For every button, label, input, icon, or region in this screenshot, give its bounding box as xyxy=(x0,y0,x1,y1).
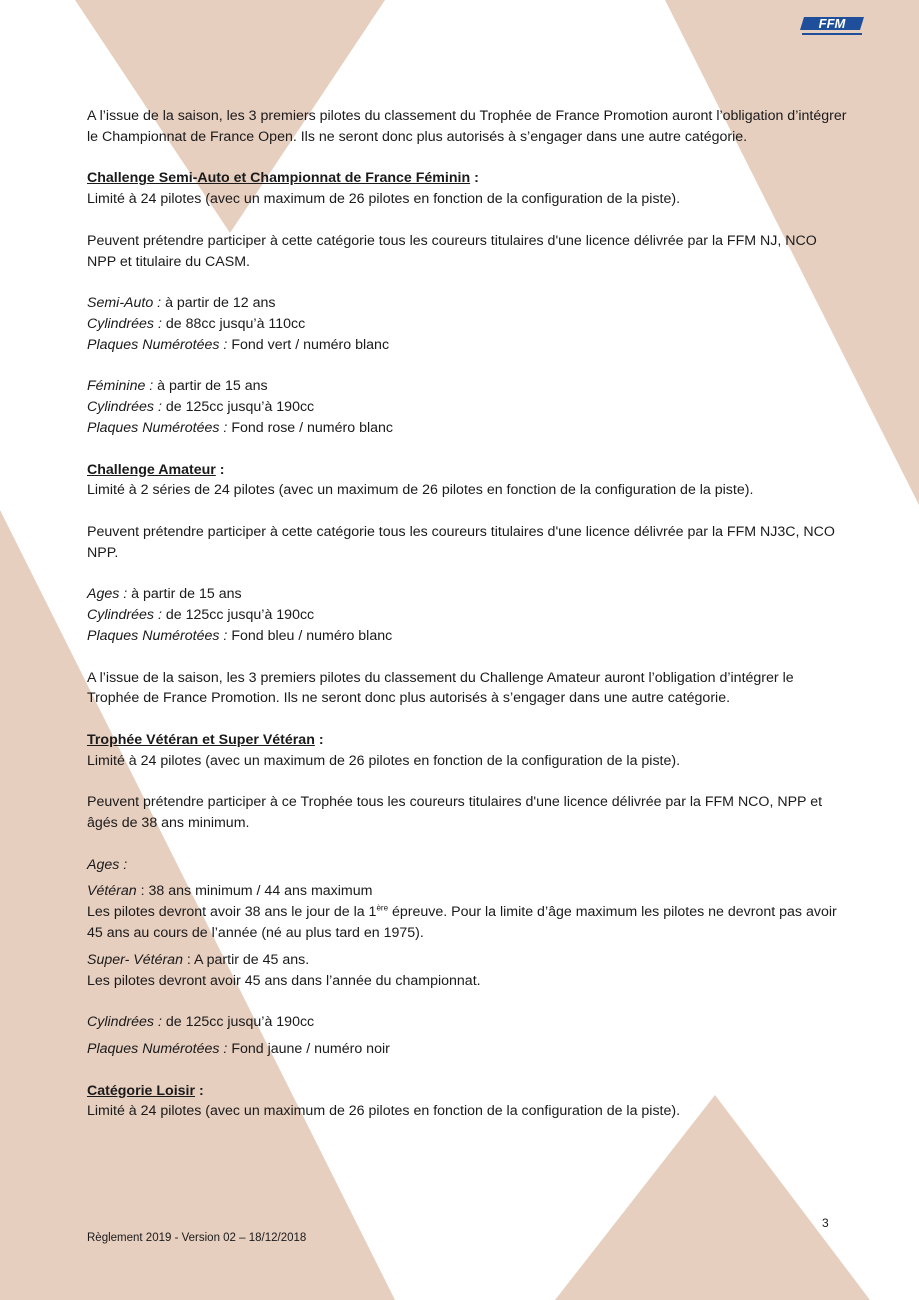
superscript: ère xyxy=(376,903,389,913)
field-label: Cylindrées : xyxy=(87,399,162,416)
section-title: Challenge Amateur xyxy=(87,461,216,478)
field-label: Cylindrées : xyxy=(87,315,162,332)
limit-text: Limité à 24 pilotes (avec un maximum de 26 pilotes en fonction de la configuration de la piste). xyxy=(87,1103,681,1120)
field-label: Plaques Numérotées : xyxy=(87,419,228,436)
section-title: Trophée Vétéran et Super Vétéran xyxy=(87,731,315,748)
field-label: Plaques Numérotées : xyxy=(87,336,228,353)
field-label: Ages : xyxy=(87,586,128,603)
note-text: épreuve. Pour la limite d’âge maximum les pilotes ne devront pas avoir 45 ans au cours de l’année (né au plus tard en 1975). xyxy=(87,904,837,942)
field-value: Fond vert / numéro blanc xyxy=(227,336,390,353)
heading-colon: : xyxy=(195,1082,204,1099)
field-value: : 38 ans minimum / 44 ans maximum xyxy=(136,883,373,900)
field-value: à partir de 15 ans xyxy=(127,586,242,603)
heading-colon: : xyxy=(215,461,225,478)
veteran-note xyxy=(87,902,847,944)
intro-paragraph: A l’issue de la saison, les 3 premiers pilotes du classement du Trophée de France Promotion auront l’obligation d’intégrer le Championnat de France Open. Ils ne seront donc plus autorisés à s’engager dans une autre catégorie. xyxy=(87,108,847,145)
section-heading-veteran xyxy=(87,730,847,751)
eligibility-text: Peuvent prétendre participer à ce Trophée tous les coureurs titulaires d'une licence délivrée par la FFM NCO, NPP et âgés de 38 ans minimum. xyxy=(87,794,823,832)
field-label: Plaques Numérotées : xyxy=(87,627,228,644)
field-value: Fond jaune / numéro noir xyxy=(227,1041,390,1058)
ffm-logo xyxy=(800,15,866,39)
footer-text: Règlement 2019 - Version 02 – 18/12/2018 xyxy=(87,1232,307,1244)
field-label: Ages : xyxy=(87,856,128,873)
limit-text: Limité à 24 pilotes (avec un maximum de 26 pilotes en fonction de la configuration de la piste). xyxy=(87,191,681,208)
plates-line xyxy=(87,418,847,439)
semi-auto-age-line xyxy=(87,293,847,314)
heading-colon: : xyxy=(470,170,479,187)
field-label: Cylindrées : xyxy=(87,1014,162,1031)
plates-line xyxy=(87,1039,847,1060)
field-value: Fond rose / numéro blanc xyxy=(227,419,393,436)
field-value: de 88cc jusqu’à 110cc xyxy=(161,315,306,332)
section-title: Challenge Semi-Auto et Championnat de France Féminin xyxy=(87,170,471,187)
field-label: Cylindrées : xyxy=(87,607,162,624)
plates-line xyxy=(87,335,847,356)
field-value: de 125cc jusqu’à 190cc xyxy=(161,607,315,624)
eligibility-text: Peuvent prétendre participer à cette catégorie tous les coureurs titulaires d'une licence délivrée par la FFM NJ3C, NCO NPP. xyxy=(87,523,835,561)
section-heading-semi-auto xyxy=(87,168,847,189)
limit-text: Limité à 2 séries de 24 pilotes (avec un maximum de 26 pilotes en fonction de la configuration de la piste). xyxy=(87,482,754,499)
limit-text: Limité à 24 pilotes (avec un maximum de 26 pilotes en fonction de la configuration de la piste). xyxy=(87,752,681,769)
feminine-age-line xyxy=(87,376,847,397)
field-value: de 125cc jusqu’à 190cc xyxy=(161,1014,315,1031)
plates-line xyxy=(87,626,847,647)
section-title: Catégorie Loisir xyxy=(87,1082,196,1099)
field-value: : A partir de 45 ans. xyxy=(182,951,310,968)
field-label: Plaques Numérotées : xyxy=(87,1041,228,1058)
amateur-season-note: A l’issue de la saison, les 3 premiers pilotes du classement du Challenge Amateur auront l’obligation d’intégrer le Trophée de France Promotion. Ils ne seront donc plus autorisés à s’engager dans une autre catégorie. xyxy=(87,669,794,707)
section-heading-amateur xyxy=(87,460,847,481)
triangle-bottom-right xyxy=(555,1095,870,1300)
note-text: Les pilotes devront avoir 38 ans le jour de la 1 xyxy=(87,904,377,921)
field-value: de 125cc jusqu’à 190cc xyxy=(161,399,315,416)
field-value: à partir de 12 ans xyxy=(161,295,276,312)
ages-line xyxy=(87,584,847,605)
document-body xyxy=(87,106,847,1122)
heading-colon: : xyxy=(314,731,324,748)
field-label: Vétéran xyxy=(87,883,137,900)
super-veteran-note: Les pilotes devront avoir 45 ans dans l’année du championnat. xyxy=(87,972,481,989)
cylinder-line xyxy=(87,397,847,418)
super-veteran-line xyxy=(87,950,847,971)
field-label: Semi-Auto : xyxy=(87,295,162,312)
section-heading-loisir xyxy=(87,1081,847,1102)
cylinder-line xyxy=(87,314,847,335)
field-value: Fond bleu / numéro blanc xyxy=(227,627,393,644)
cylinder-line xyxy=(87,1012,847,1033)
logo-text: FFM xyxy=(818,16,846,31)
field-label: Super- Vétéran xyxy=(87,951,183,968)
cylinder-line xyxy=(87,605,847,626)
eligibility-text: Peuvent prétendre participer à cette catégorie tous les coureurs titulaires d'une licence délivrée par la FFM NJ, NCO NPP et titulaire du CASM. xyxy=(87,232,817,270)
field-value: à partir de 15 ans xyxy=(153,378,268,395)
ages-label xyxy=(87,855,847,876)
page-number: 3 xyxy=(822,1216,829,1230)
field-label: Féminine : xyxy=(87,378,154,395)
veteran-line xyxy=(87,881,847,902)
